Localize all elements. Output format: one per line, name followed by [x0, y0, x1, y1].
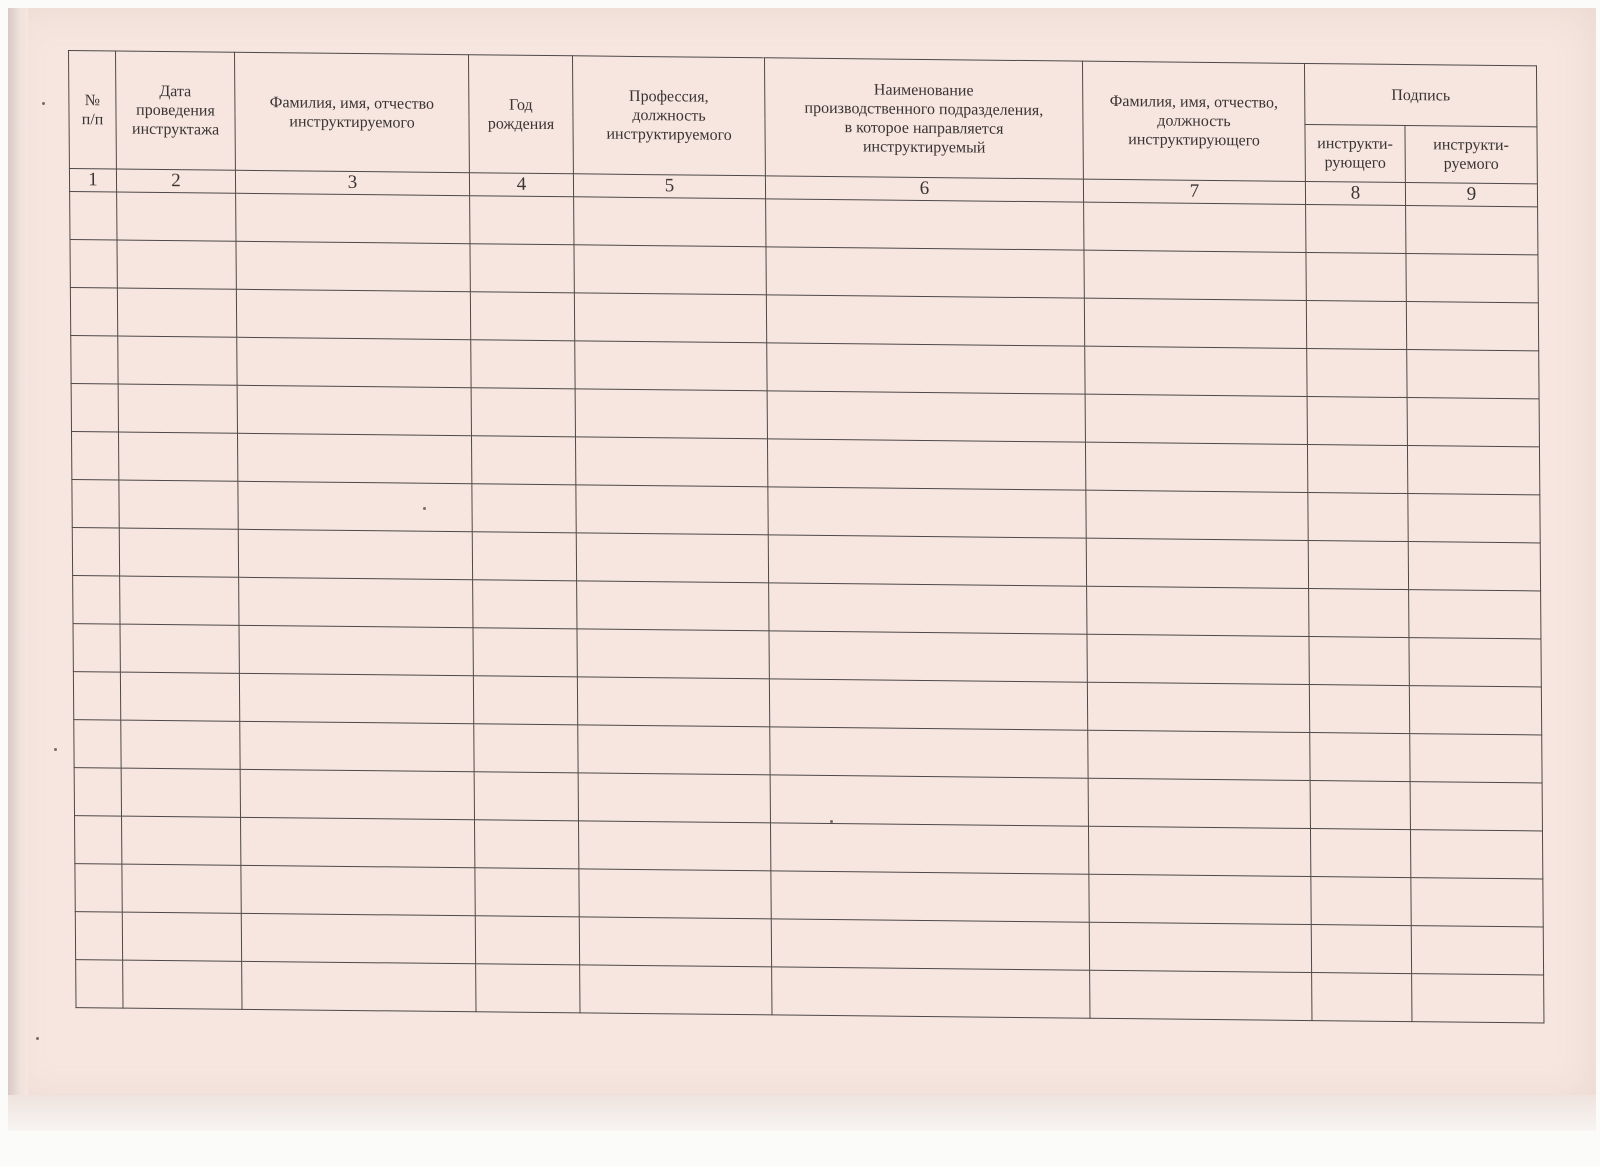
empty-cell[interactable]: [770, 727, 1088, 778]
empty-cell[interactable]: [1306, 300, 1406, 349]
empty-cell[interactable]: [123, 960, 242, 1009]
binding-edge: [8, 8, 28, 1103]
empty-cell[interactable]: [1410, 782, 1542, 831]
empty-cell[interactable]: [239, 625, 473, 675]
paper-speck: [36, 1037, 39, 1040]
empty-cell[interactable]: [1412, 974, 1544, 1023]
empty-cell[interactable]: [120, 624, 239, 673]
column-number-cell: 2: [116, 169, 235, 193]
empty-cell[interactable]: [1408, 494, 1540, 543]
empty-cell[interactable]: [771, 871, 1089, 922]
empty-cell[interactable]: [70, 192, 117, 240]
empty-cell[interactable]: [1309, 637, 1409, 686]
empty-cell[interactable]: [1309, 589, 1409, 638]
empty-cell[interactable]: [242, 961, 476, 1011]
empty-cell[interactable]: [766, 199, 1084, 250]
empty-cell[interactable]: [71, 432, 118, 480]
header-trainee-name: Фамилия, имя, отчество инструктируемого: [234, 52, 469, 172]
paper-speck: [54, 748, 57, 751]
empty-cell[interactable]: [1409, 638, 1541, 687]
empty-cell[interactable]: [1084, 202, 1306, 252]
empty-cell[interactable]: [71, 336, 118, 384]
empty-cell[interactable]: [118, 384, 237, 433]
empty-cell[interactable]: [239, 577, 473, 627]
empty-cell[interactable]: [1307, 444, 1407, 493]
header-signature: Подпись: [1304, 63, 1536, 126]
empty-cell[interactable]: [120, 576, 239, 625]
empty-cell[interactable]: [771, 919, 1089, 970]
empty-cell[interactable]: [1311, 877, 1411, 926]
empty-cell[interactable]: [470, 292, 574, 341]
empty-cell[interactable]: [1408, 542, 1540, 591]
empty-cell[interactable]: [236, 193, 470, 243]
empty-cell[interactable]: [770, 823, 1088, 874]
empty-cell[interactable]: [577, 629, 769, 679]
empty-cell[interactable]: [576, 533, 768, 583]
empty-cell[interactable]: [70, 288, 117, 336]
empty-cell[interactable]: [579, 917, 771, 967]
empty-cell[interactable]: [73, 624, 120, 672]
empty-cell[interactable]: [470, 196, 574, 245]
empty-cell[interactable]: [1311, 925, 1411, 974]
empty-cell[interactable]: [117, 288, 236, 337]
empty-cell[interactable]: [75, 912, 122, 960]
empty-cell[interactable]: [1087, 682, 1309, 732]
empty-cell[interactable]: [470, 244, 574, 293]
empty-cell[interactable]: [472, 532, 576, 581]
empty-cell[interactable]: [75, 864, 122, 912]
empty-cell[interactable]: [473, 628, 577, 677]
empty-cell[interactable]: [1085, 442, 1307, 492]
header-profession: Профессия, должность инструктируемого: [572, 56, 765, 176]
empty-cell[interactable]: [474, 820, 578, 869]
empty-cell[interactable]: [1089, 874, 1311, 924]
paper-speck: [42, 102, 45, 105]
instruction-journal-table: [68, 50, 1544, 1023]
empty-cell[interactable]: [578, 725, 770, 775]
empty-cell[interactable]: [119, 528, 238, 577]
empty-cell[interactable]: [1085, 394, 1307, 444]
header-birth-year: Год рождения: [468, 55, 573, 174]
empty-cell[interactable]: [578, 821, 770, 871]
header-instructor: Фамилия, имя, отчество, должность инструктирующего: [1082, 61, 1305, 181]
empty-cell[interactable]: [768, 487, 1086, 538]
empty-cell[interactable]: [1411, 926, 1543, 975]
empty-cell[interactable]: [770, 775, 1088, 826]
header-department: Наименование производственного подразделения, в которое направляется инструктируемый: [764, 58, 1083, 179]
empty-cell[interactable]: [239, 673, 473, 723]
empty-cell[interactable]: [1406, 302, 1538, 351]
empty-cell[interactable]: [574, 293, 766, 343]
empty-cell[interactable]: [74, 768, 121, 816]
empty-cell[interactable]: [767, 439, 1085, 490]
column-number-cell: 9: [1405, 183, 1537, 207]
empty-cell[interactable]: [1407, 398, 1539, 447]
empty-cell[interactable]: [1307, 396, 1407, 445]
empty-cell[interactable]: [1087, 586, 1309, 636]
empty-cell[interactable]: [574, 197, 766, 247]
page-bottom-edge: [8, 1095, 1596, 1131]
empty-cell[interactable]: [70, 240, 117, 288]
empty-cell[interactable]: [576, 485, 768, 535]
empty-cell[interactable]: [1310, 781, 1410, 830]
empty-cell[interactable]: [237, 433, 471, 483]
header-instructor-signature: инструкти- рующего: [1305, 124, 1405, 182]
empty-cell[interactable]: [117, 192, 236, 241]
empty-cell[interactable]: [236, 241, 470, 291]
empty-cell[interactable]: [766, 247, 1084, 298]
empty-cell[interactable]: [574, 245, 766, 295]
empty-cell[interactable]: [1409, 590, 1541, 639]
empty-cell[interactable]: [1410, 830, 1542, 879]
empty-cell[interactable]: [476, 964, 580, 1013]
empty-cell[interactable]: [1308, 541, 1408, 590]
column-number-cell: 6: [765, 176, 1083, 202]
empty-cell[interactable]: [766, 295, 1084, 346]
empty-cell[interactable]: [73, 576, 120, 624]
empty-cell[interactable]: [72, 528, 119, 576]
empty-cell[interactable]: [241, 913, 475, 963]
empty-cell[interactable]: [1088, 826, 1310, 876]
empty-cell[interactable]: [1406, 254, 1538, 303]
empty-cell[interactable]: [1087, 634, 1309, 684]
empty-cell[interactable]: [768, 535, 1086, 586]
empty-cell[interactable]: [1086, 538, 1308, 588]
empty-cell[interactable]: [76, 960, 123, 1008]
empty-cell[interactable]: [769, 631, 1087, 682]
empty-cell[interactable]: [237, 337, 471, 387]
empty-cell[interactable]: [1306, 204, 1406, 253]
empty-cell[interactable]: [1407, 446, 1539, 495]
empty-cell[interactable]: [1084, 250, 1306, 300]
empty-cell[interactable]: [575, 341, 767, 391]
column-number-cell: 4: [469, 173, 573, 197]
empty-cell[interactable]: [472, 484, 576, 533]
journal-table-wrap: [68, 50, 1543, 1023]
empty-cell[interactable]: [474, 772, 578, 821]
empty-cell[interactable]: [1406, 206, 1538, 255]
column-number-cell: 8: [1305, 181, 1405, 205]
empty-cell[interactable]: [1409, 686, 1541, 735]
empty-cell[interactable]: [238, 481, 472, 531]
empty-cell[interactable]: [120, 672, 239, 721]
empty-cell[interactable]: [769, 583, 1087, 634]
empty-cell[interactable]: [1306, 252, 1406, 301]
header-date: Дата проведения инструктажа: [116, 51, 236, 170]
empty-cell[interactable]: [122, 864, 241, 913]
empty-cell[interactable]: [579, 869, 771, 919]
empty-cell[interactable]: [240, 721, 474, 771]
column-number-cell: 5: [573, 174, 765, 199]
empty-cell[interactable]: [473, 580, 577, 629]
empty-cell[interactable]: [122, 912, 241, 961]
empty-cell[interactable]: [236, 289, 470, 339]
empty-cell[interactable]: [240, 769, 474, 819]
empty-cell[interactable]: [121, 768, 240, 817]
empty-cell[interactable]: [1310, 829, 1410, 878]
empty-cell[interactable]: [1308, 492, 1408, 541]
empty-cell[interactable]: [118, 432, 237, 481]
empty-cell[interactable]: [474, 724, 578, 773]
empty-cell[interactable]: [767, 343, 1085, 394]
empty-cell[interactable]: [119, 480, 238, 529]
empty-cell[interactable]: [577, 677, 769, 727]
header-trainee-signature: инструкти- руемого: [1405, 126, 1537, 184]
header-row-number: № п/п: [69, 51, 117, 170]
empty-cell[interactable]: [1411, 878, 1543, 927]
empty-cell[interactable]: [1089, 922, 1311, 972]
empty-cell[interactable]: [1407, 350, 1539, 399]
empty-cell[interactable]: [237, 385, 471, 435]
empty-cell[interactable]: [238, 529, 472, 579]
empty-cell[interactable]: [475, 868, 579, 917]
empty-cell[interactable]: [769, 679, 1087, 730]
journal-body: [70, 192, 1544, 1023]
empty-cell[interactable]: [1310, 733, 1410, 782]
empty-cell[interactable]: [471, 340, 575, 389]
empty-cell[interactable]: [121, 720, 240, 769]
empty-cell[interactable]: [75, 816, 122, 864]
empty-cell[interactable]: [1088, 730, 1310, 780]
column-number-cell: 7: [1083, 179, 1305, 204]
empty-cell[interactable]: [118, 336, 237, 385]
empty-cell[interactable]: [580, 965, 772, 1015]
empty-cell[interactable]: [1085, 346, 1307, 396]
empty-cell[interactable]: [1410, 734, 1542, 783]
empty-cell[interactable]: [475, 916, 579, 965]
empty-cell[interactable]: [577, 581, 769, 631]
empty-cell[interactable]: [767, 391, 1085, 442]
empty-cell[interactable]: [1088, 778, 1310, 828]
empty-cell[interactable]: [241, 865, 475, 915]
empty-cell[interactable]: [1312, 973, 1412, 1022]
column-number-cell: 1: [69, 169, 116, 192]
empty-cell[interactable]: [72, 480, 119, 528]
column-number-cell: 3: [235, 170, 469, 195]
empty-cell[interactable]: [1084, 298, 1306, 348]
empty-cell[interactable]: [71, 384, 118, 432]
empty-cell[interactable]: [471, 388, 575, 437]
empty-cell[interactable]: [471, 436, 575, 485]
empty-cell[interactable]: [1086, 490, 1308, 540]
empty-cell[interactable]: [1090, 970, 1312, 1020]
empty-cell[interactable]: [575, 437, 767, 487]
empty-cell[interactable]: [772, 967, 1090, 1018]
empty-cell[interactable]: [73, 672, 120, 720]
empty-cell[interactable]: [117, 240, 236, 289]
empty-cell[interactable]: [74, 720, 121, 768]
empty-cell[interactable]: [1309, 685, 1409, 734]
empty-cell[interactable]: [578, 773, 770, 823]
empty-cell[interactable]: [473, 676, 577, 725]
empty-cell[interactable]: [1307, 348, 1407, 397]
empty-cell[interactable]: [241, 817, 475, 867]
empty-cell[interactable]: [122, 816, 241, 865]
empty-cell[interactable]: [575, 389, 767, 439]
